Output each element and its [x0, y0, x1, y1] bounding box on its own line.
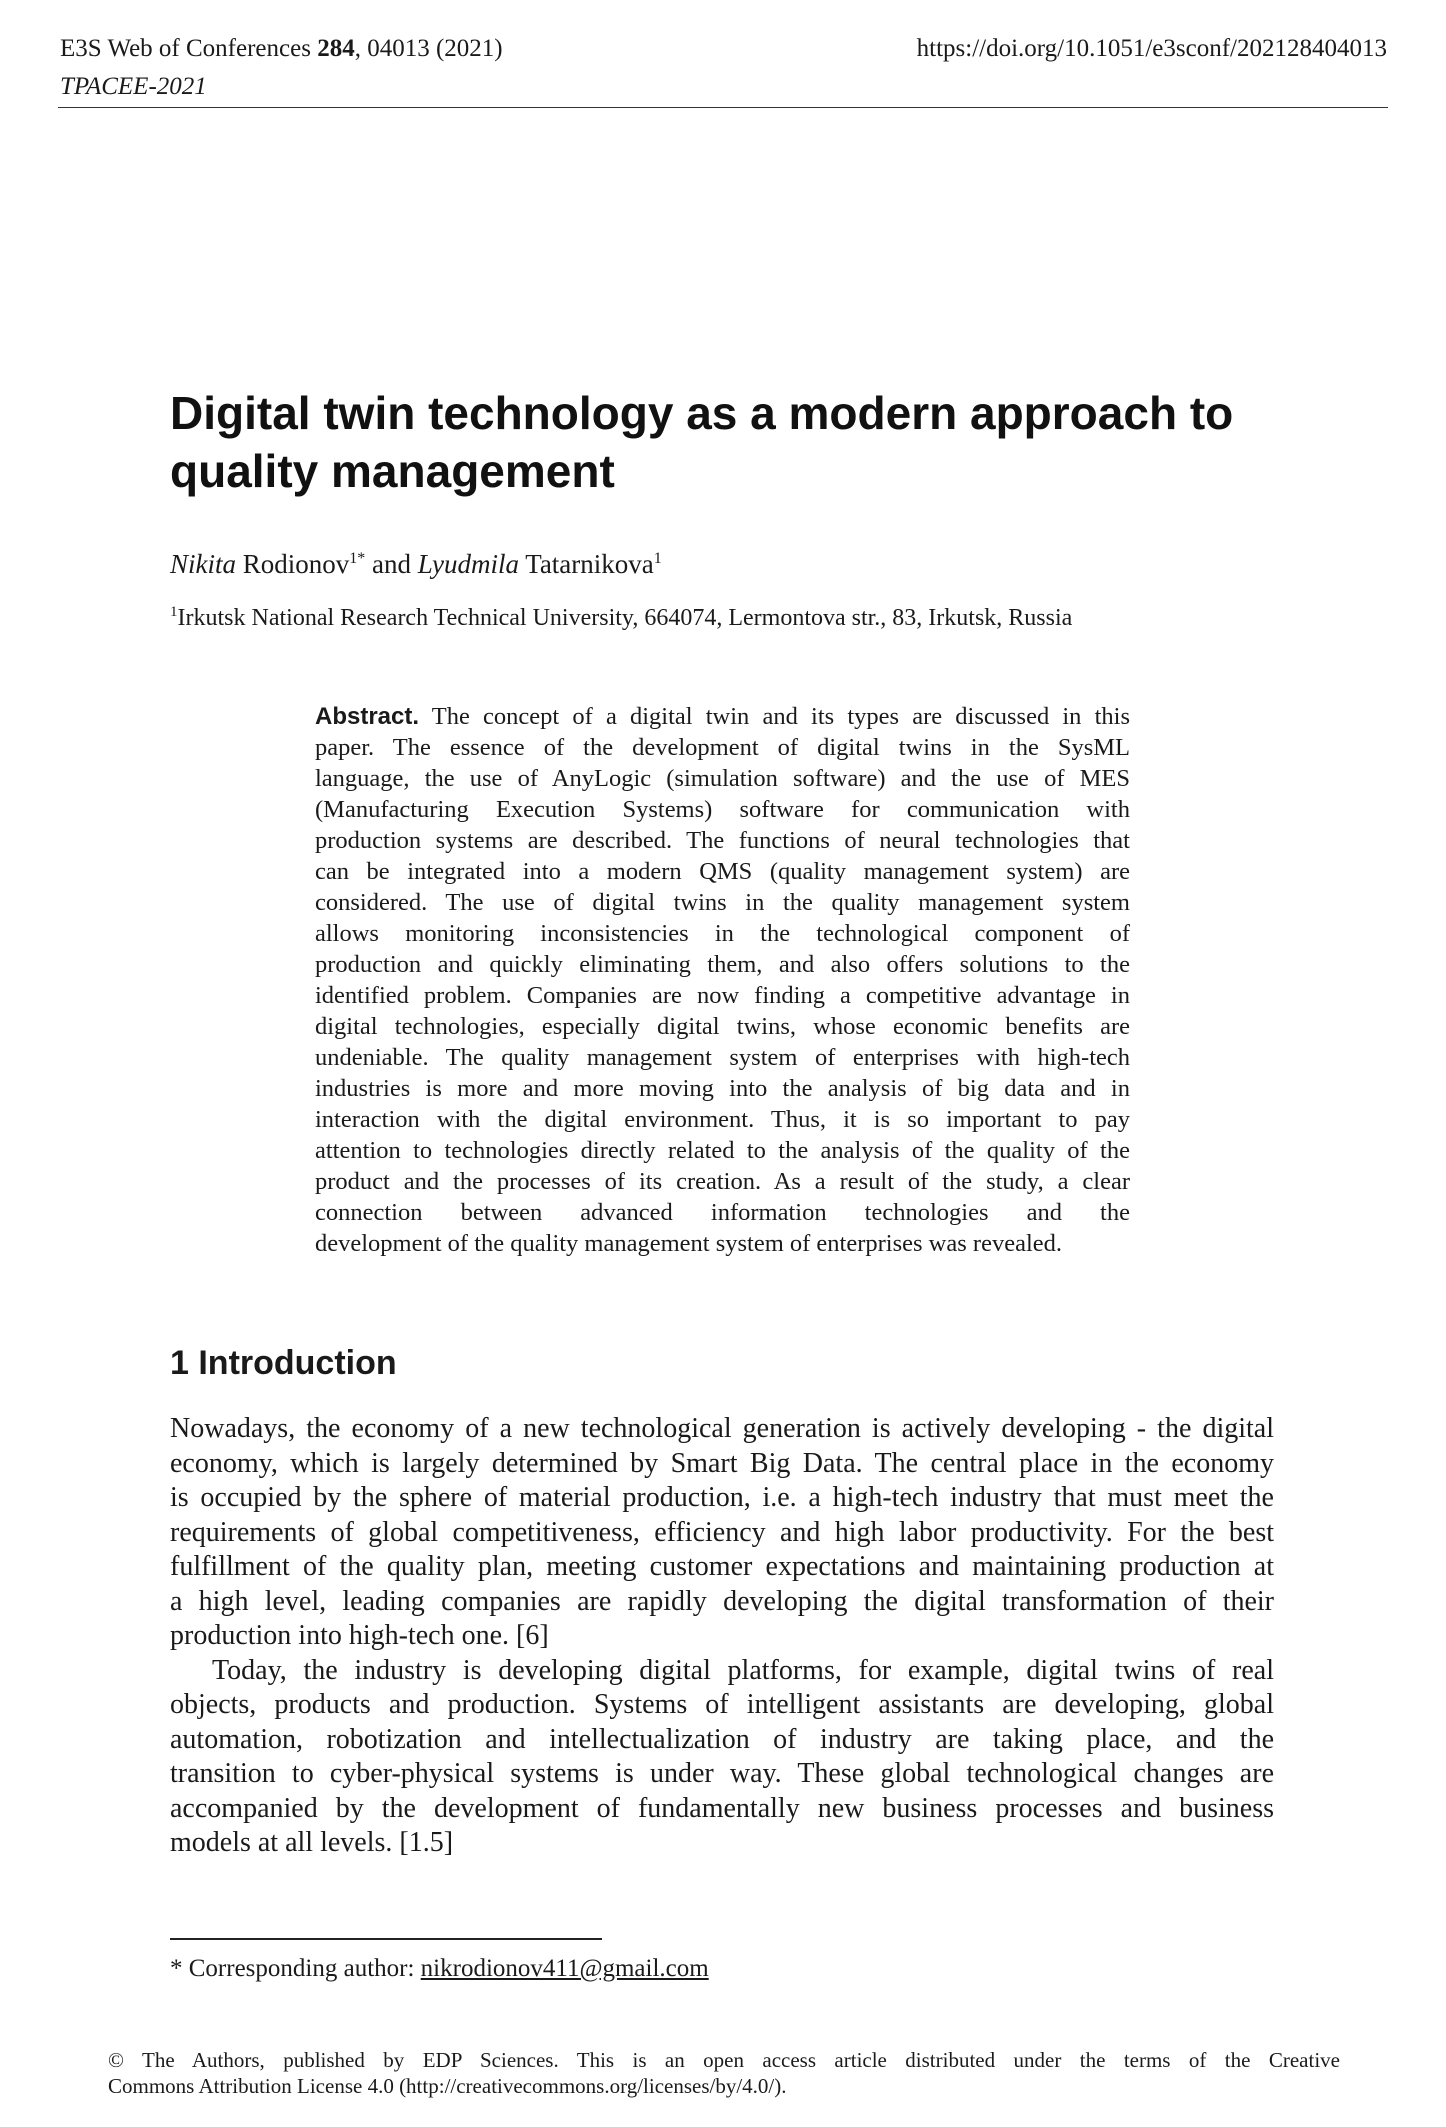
body-line: is occupied by the sphere of material production, i.e. a high-tech industry that must meet the [170, 1482, 1274, 1513]
abstract-line: considered. The use of digital twins in the quality management system [315, 889, 1130, 916]
abstract-line: digital technologies, especially digital twins, whose economic benefits are [315, 1013, 1130, 1040]
abstract-line: allows monitoring inconsistencies in the technological component of [315, 920, 1130, 947]
license-line: © The Authors, published by EDP Sciences. This is an open access article distributed under the terms of the Creative [108, 2048, 1340, 2072]
abstract-line: industries is more and more moving into the analysis of big data and in [315, 1075, 1130, 1102]
body-line: fulfillment of the quality plan, meeting customer expectations and maintaining production at [170, 1551, 1274, 1582]
body-line: models at all levels. [1.5] [170, 1827, 454, 1858]
abstract-line: can be integrated into a modern QMS (quality management system) are [315, 858, 1130, 885]
footnote-divider [170, 1938, 602, 1940]
author-email-link[interactable]: nikrodionov411@gmail.com [420, 1955, 709, 1982]
header-divider [58, 107, 1388, 108]
abstract-line: connection between advanced information technologies and the [315, 1199, 1130, 1226]
body-line: requirements of global competitiveness, efficiency and high labor productivity. For the best [170, 1516, 1274, 1548]
abstract-line: Abstract. The concept of a digital twin and its types are discussed in this [315, 703, 1130, 730]
body-line: Nowadays, the economy of a new technological generation is actively developing - the digital [170, 1413, 1274, 1444]
volume-number: 284 [317, 35, 355, 62]
abstract-line: product and the processes of its creation. As a result of the study, a clear [315, 1168, 1130, 1195]
abstract-line: attention to technologies directly related to the analysis of the quality of the [315, 1137, 1130, 1164]
abstract-line: (Manufacturing Execution Systems) software for communication with [315, 796, 1130, 823]
affiliation: $^1$Irkutsk National Research Technical University, 664074, Lermontova str., 83, Irkutsk, Russia [170, 604, 1073, 631]
license-notice [108, 2047, 1340, 2099]
footnote: * Corresponding author: nikrodionov411@gmail.com [170, 1955, 709, 1982]
journal-citation: E3S Web of Conferences 284, 04013 (2021) [60, 35, 503, 62]
body-line: economy, which is largely determined by Smart Big Data. The central place in the economy [170, 1447, 1274, 1479]
introduction-body [170, 1412, 1274, 1861]
abstract-line: production and quickly eliminating them, and also offers solutions to the [315, 951, 1130, 978]
abstract-line: language, the use of AnyLogic (simulation software) and the use of MES [315, 765, 1130, 792]
conference-tag: TPACEE-2021 [60, 73, 207, 100]
body-line: transition to cyber-physical systems is under way. These global technological changes are [170, 1758, 1274, 1789]
abstract-line: interaction with the digital environment. Thus, it is so important to pay [315, 1106, 1130, 1133]
abstract-line: identified problem. Companies are now finding a competitive advantage in [315, 982, 1130, 1009]
body-line: a high level, leading companies are rapidly developing the digital transformation of their [170, 1585, 1274, 1617]
body-line: objects, products and production. Systems of intelligent assistants are developing, global [170, 1689, 1274, 1720]
doi-link[interactable]: https://doi.org/10.1051/e3sconf/202128404013 [916, 35, 1387, 62]
abstract-label: Abstract. [315, 703, 420, 730]
abstract-line: undeniable. The quality management system of enterprises with high-tech [315, 1044, 1130, 1071]
running-header [60, 30, 503, 106]
body-line: production into high-tech one. [6] [170, 1620, 549, 1651]
section-heading: 1 Introduction [170, 1344, 397, 1382]
abstract [315, 701, 1130, 1259]
author-list: Nikita Rodionov$^{1*}$ and Lyudmila Tatarnikova$^1$ [170, 549, 662, 579]
abstract-line: production systems are described. The functions of neural technologies that [315, 827, 1130, 854]
license-line: Commons Attribution License 4.0 (http://creativecommons.org/licenses/by/4.0/). [108, 2074, 787, 2098]
body-line: automation, robotization and intellectualization of industry are taking place, and the [170, 1723, 1274, 1755]
author-2: Lyudmila Tatarnikova$^1$ [417, 549, 662, 579]
paper-title: Digital twin technology as a modern approach to quality management [170, 387, 1234, 497]
author-1: Nikita Rodionov$^{1*}$ [170, 549, 366, 579]
body-line: Today, the industry is developing digital platforms, for example, digital twins of real [212, 1654, 1274, 1686]
body-line: accompanied by the development of fundamentally new business processes and business [170, 1792, 1274, 1824]
abstract-line: development of the quality management system of enterprises was revealed. [315, 1230, 1062, 1257]
abstract-line: paper. The essence of the development of digital twins in the SysML [315, 734, 1130, 761]
